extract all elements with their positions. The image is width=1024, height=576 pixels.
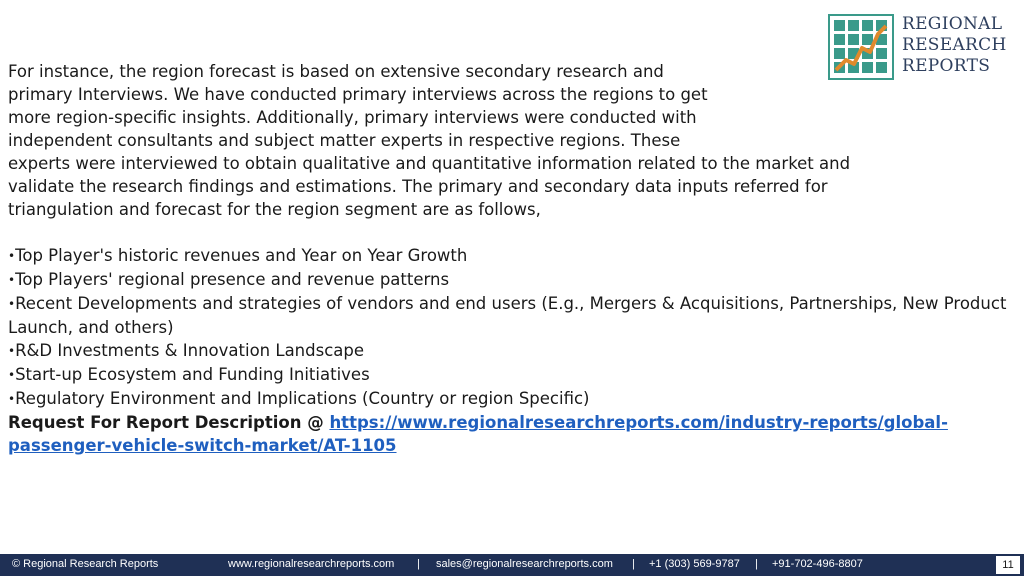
footer-email[interactable]: sales@regionalresearchreports.com [436,558,613,570]
bullet-item [8,387,1008,411]
bullet-text: Top Player's historic revenues and Year on Year Growth [15,246,468,265]
page-number: 11 [996,556,1020,574]
bullet-marker: • [8,344,16,358]
footer-separator: | [755,558,758,570]
bullet-item [8,292,1008,339]
request-description [8,411,1008,457]
footer-website[interactable]: www.regionalresearchreports.com [228,558,395,570]
brand-line-1: REGIONAL [902,14,1003,34]
bullet-item [8,268,1008,292]
bullet-item [8,363,1008,387]
bullet-text: Regulatory Environment and Implications (Country or region Specific) [15,389,590,408]
slide-content [8,60,1008,457]
intro-paragraph: For instance, the region forecast is based on extensive secondary research and primary Interviews. We have conducted primary interviews across the regions to get more region-specific insights. Additionally, primary interviews were conducted with independent consultants and subject matter experts in respective regions. These experts were interviewed to obtain qualitative and quantitative information related to the market and validate the research findings and estimations. The primary and secondary data inputs referred for triangulation and forecast for the region segment are as follows, [8,62,851,219]
bullet-marker: • [8,249,16,263]
bullet-marker: • [8,297,16,311]
footer-bar [0,554,1024,576]
footer-phone-in: +91-702-496-8807 [772,558,863,570]
footer-separator: | [632,558,635,570]
bullet-marker: • [8,273,16,287]
footer-separator: | [417,558,420,570]
brand-line-2: RESEARCH [902,35,1007,55]
bullet-text: Start-up Ecosystem and Funding Initiatives [15,365,370,384]
bullet-item [8,339,1008,363]
bullet-marker: • [8,368,16,382]
bullet-list [8,244,1008,411]
bullet-text: Recent Developments and strategies of vendors and end users (E.g., Mergers & Acquisitions, Partnerships, New Product Launch, and others) [8,294,1007,337]
report-link[interactable]: https://www.regionalresearchreports.com/industry-reports/global-passenger-vehicle-switch-market/AT-1105 [8,413,948,455]
bullet-text: Top Players' regional presence and revenue patterns [15,270,450,289]
request-label: Request For Report Description @ [8,413,330,432]
bullet-marker: • [8,392,16,406]
bullet-item [8,244,1008,268]
footer-phone-us: +1 (303) 569-9787 [649,558,740,570]
bullet-text: R&D Investments & Innovation Landscape [15,341,365,360]
brand-line-3: REPORTS [902,56,991,76]
footer-copyright: © Regional Research Reports [12,558,159,570]
